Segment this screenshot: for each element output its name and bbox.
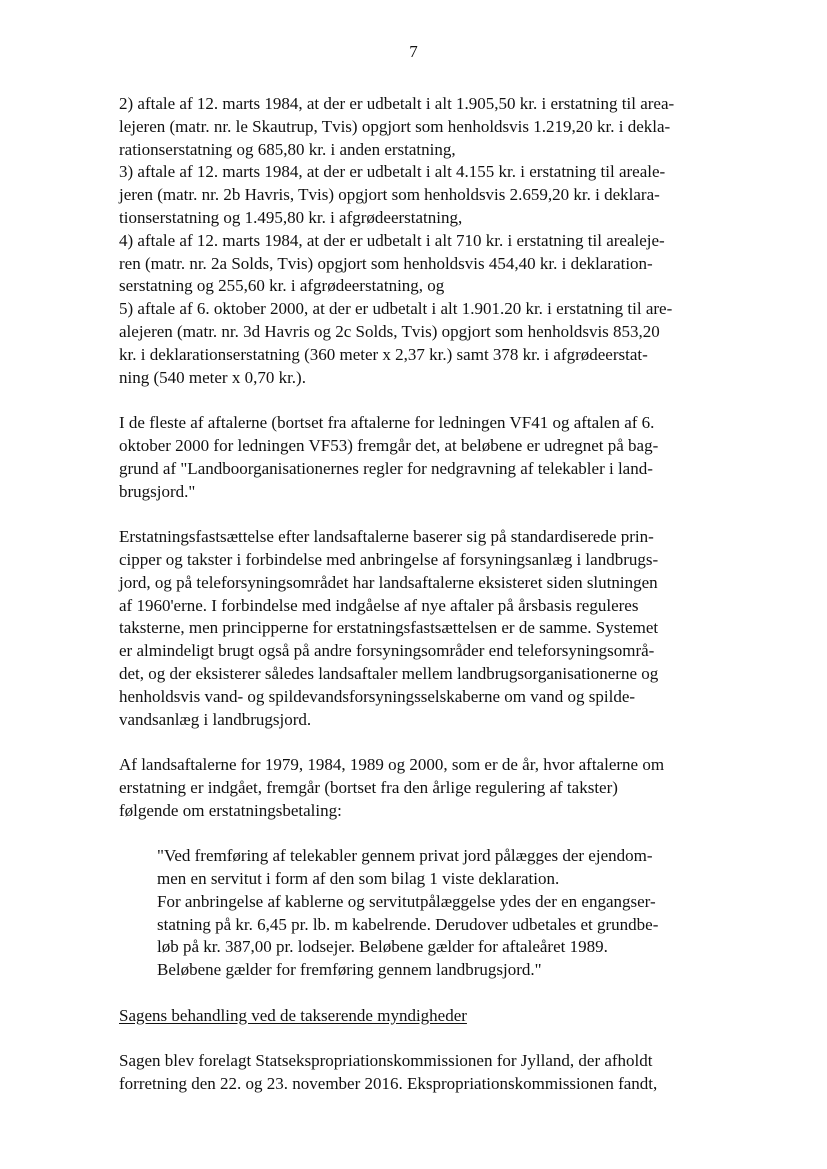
text-line: tionserstatning og 1.495,80 kr. i afgrødeerstatning, (119, 207, 463, 227)
paragraph-aftalerne (119, 412, 719, 503)
text-line: kr. i deklarationserstatning (360 meter x 2,37 kr.) samt 378 kr. i afgrødeerstat- (119, 344, 648, 364)
text-line: 4) aftale af 12. marts 1984, at der er udbetalt i alt 710 kr. i erstatning til arealeje- (119, 230, 665, 250)
text-line: er almindeligt brugt også på andre forsyningsområder end teleforsyningsområ- (119, 641, 655, 661)
text-line: Sagen blev forelagt Statsekspropriationskommissionen for Jylland, der afholdt (119, 1051, 653, 1071)
list-item (119, 230, 719, 298)
paragraph-gap (119, 503, 719, 526)
text-line: brugsjord." (119, 481, 196, 501)
list-item (119, 161, 719, 229)
text-line: oktober 2000 for ledningen VF53) fremgår det, at beløbene er udregnet på bag- (119, 435, 659, 455)
text-line: serstatning og 255,60 kr. i afgrødeerstatning, og (119, 276, 445, 296)
paragraph-sagen (119, 1050, 719, 1096)
text-line: ren (matr. nr. 2a Solds, Tvis) opgjort som henholdsvis 454,40 kr. i deklaration- (119, 253, 653, 273)
text-line: grund af "Landboorganisationernes regler for nedgravning af telekabler i land- (119, 458, 653, 478)
text-line: forretning den 22. og 23. november 2016. Ekspropriationskommissionen fandt, (119, 1074, 658, 1094)
text-line: 2) aftale af 12. marts 1984, at der er udbetalt i alt 1.905,50 kr. i erstatning til area- (119, 94, 675, 113)
text-line: ning (540 meter x 0,70 kr.). (119, 367, 306, 387)
text-line: cipper og takster i forbindelse med anbringelse af forsyningsanlæg i landbrugs- (119, 549, 659, 569)
paragraph-gap (119, 982, 719, 1005)
paragraph-gap (119, 1028, 719, 1051)
paragraph-gap (119, 389, 719, 412)
list-item (119, 93, 719, 161)
section-heading-block (119, 1005, 719, 1028)
text-line: det, og der eksisterer således landsaftaler mellem landbrugsorganisationerne og (119, 663, 659, 683)
text-line: 3) aftale af 12. marts 1984, at der er udbetalt i alt 4.155 kr. i erstatning til areale- (119, 162, 666, 182)
paragraph-gap (119, 823, 719, 846)
text-line: alejeren (matr. nr. 3d Havris og 2c Solds, Tvis) opgjort som henholdsvis 853,20 (119, 321, 660, 341)
text-line: For anbringelse af kablerne og servitutpålæggelse ydes der en engangser- (157, 891, 656, 911)
paragraph-gap (119, 731, 719, 754)
paragraph-landsaftalerne (119, 754, 719, 822)
text-line: erstatning er indgået, fremgår (bortset fra den årlige regulering af takster) (119, 777, 618, 797)
text-line: vandsanlæg i landbrugsjord. (119, 709, 312, 729)
text-line: taksterne, men principperne for erstatningsfastsættelsen er de samme. Systemet (119, 618, 659, 638)
list-item (119, 298, 719, 389)
agreement-list (119, 93, 719, 389)
text-line: henholdsvis vand- og spildevandsforsyningsselskaberne om vand og spilde- (119, 686, 636, 706)
text-line: men en servitut i form af den som bilag 1 viste deklaration. (157, 869, 560, 889)
text-line: følgende om erstatningsbetaling: (119, 800, 342, 820)
text-line: jeren (matr. nr. 2b Havris, Tvis) opgjort som henholdsvis 2.659,20 kr. i deklara- (119, 185, 660, 205)
text-line: Beløbene gælder for fremføring gennem landbrugsjord." (157, 960, 542, 980)
block-quote (157, 845, 719, 982)
document-body (119, 93, 719, 1096)
page-number: 7 (409, 42, 418, 61)
text-line: løb på kr. 387,00 pr. lodsejer. Beløbene gælder for aftaleåret 1989. (157, 937, 608, 957)
text-line: Erstatningsfastsættelse efter landsaftalerne baserer sig på standardiserede prin- (119, 527, 654, 547)
text-line: rationserstatning og 685,80 kr. i anden erstatning, (119, 139, 456, 159)
text-line: af 1960'erne. I forbindelse med indgåelse af nye aftaler på årsbasis reguleres (119, 595, 639, 615)
text-line: lejeren (matr. nr. le Skautrup, Tvis) opgjort som henholdsvis 1.219,20 kr. i dekla- (119, 116, 671, 136)
paragraph-erstatning (119, 526, 719, 731)
text-line: statning på kr. 6,45 pr. lb. m kabelrende. Derudover udbetales et grundbe- (157, 914, 659, 934)
text-line: I de fleste af aftalerne (bortset fra aftalerne for ledningen VF41 og aftalen af 6. (119, 413, 655, 433)
section-heading: Sagens behandling ved de takserende myndigheder (119, 1005, 467, 1025)
text-line: jord, og på teleforsyningsområdet har landsaftalerne eksisteret siden slutningen (119, 572, 658, 592)
text-line: Af landsaftalerne for 1979, 1984, 1989 og 2000, som er de år, hvor aftalerne om (119, 755, 665, 775)
text-line: 5) aftale af 6. oktober 2000, at der er udbetalt i alt 1.901.20 kr. i erstatning til are- (119, 299, 673, 319)
text-line: "Ved fremføring af telekabler gennem privat jord pålægges der ejendom- (157, 846, 653, 866)
